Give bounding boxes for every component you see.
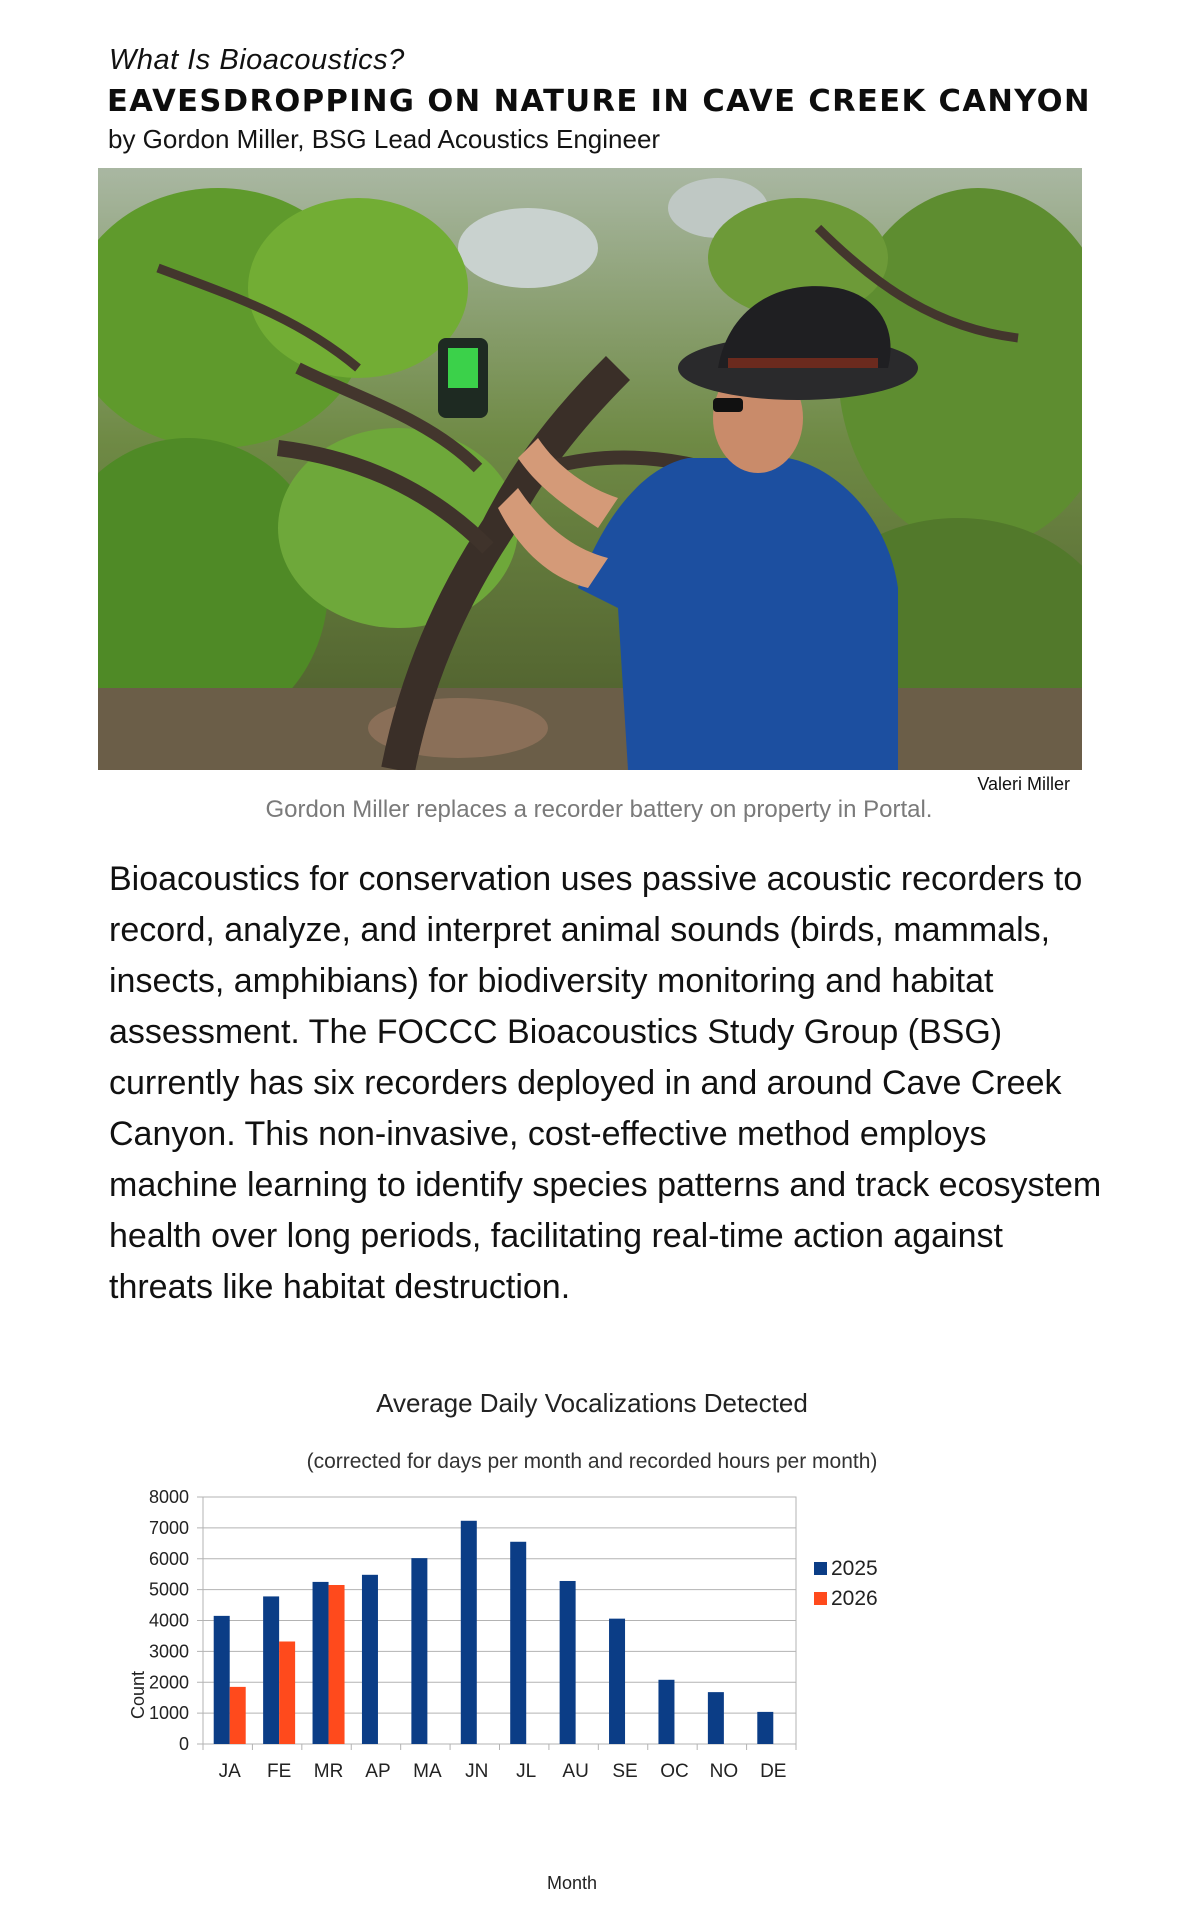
chart-y-tick-label: 7000 (148, 1517, 189, 1538)
chart-x-tick-label: AP (365, 1761, 391, 1782)
chart-bar-2025-jn (461, 1521, 477, 1744)
chart-bar-2025-jl (510, 1542, 526, 1744)
chart-bar-2025-au (560, 1581, 576, 1744)
chart-bar-2025-no (708, 1692, 724, 1744)
chart-x-tick-label: OC (660, 1761, 689, 1782)
chart-y-tick-label: 6000 (148, 1548, 189, 1569)
chart-bar-2026-ja (230, 1687, 246, 1744)
chart-y-tick-label: 1000 (148, 1703, 189, 1724)
chart-y-tick-label: 3000 (148, 1641, 189, 1662)
chart-y-tick-label: 8000 (148, 1487, 189, 1507)
body-paragraph: Bioacoustics for conservation uses passive acoustic recorders to record, analyze, and interpret animal sounds (birds, mammals, insects, amphibians) for biodiversity monitoring and habitat assessment. The FOCCC Bioacoustics Study Group (BSG) currently has six recorders deployed in and around Cave Creek Canyon. This non-invasive, cost-effective method employs machine learning to identify species patterns and track ecosystem health over long periods, facilitating real-time action against threats like habitat destruction. (109, 860, 1102, 1306)
chart-legend (814, 1557, 878, 1610)
chart-x-tick-label: MA (413, 1761, 442, 1782)
vocalizations-chart (98, 1384, 1098, 1904)
article-kicker: What Is Bioacoustics? (109, 44, 405, 76)
chart-x-ticks (203, 1744, 796, 1782)
legend-label-2026: 2026 (831, 1587, 878, 1610)
chart-x-tick-label: DE (760, 1761, 787, 1782)
chart-x-axis-label: Month (546, 1873, 598, 1893)
chart-canvas (98, 1384, 1098, 1904)
chart-bar-2026-mr (329, 1585, 345, 1744)
chart-bar-2025-de (757, 1712, 773, 1744)
chart-x-tick-label: NO (709, 1761, 739, 1782)
chart-bar-2025-ap (362, 1575, 378, 1744)
photo-caption: Gordon Miller replaces a recorder battery on property in Portal. (265, 796, 933, 823)
chart-bar-2025-oc (658, 1680, 674, 1744)
chart-bar-2025-mr (313, 1582, 329, 1744)
chart-bar-2025-ma (411, 1558, 427, 1744)
chart-x-tick-label: JN (465, 1761, 489, 1782)
chart-subtitle: (corrected for days per month and recorded hours per month) (306, 1450, 878, 1473)
chart-y-tick-label: 2000 (148, 1672, 189, 1693)
chart-y-tick-label: 4000 (148, 1610, 189, 1631)
legend-swatch-2026 (814, 1592, 827, 1605)
chart-x-tick-label: MR (313, 1761, 344, 1782)
chart-x-tick-label: JL (516, 1761, 537, 1782)
legend-swatch-2025 (814, 1562, 827, 1575)
article-body (109, 854, 1109, 1313)
chart-bar-2025-fe (263, 1596, 279, 1744)
chart-bar-2025-ja (214, 1616, 230, 1744)
chart-bar-2025-se (609, 1619, 625, 1744)
article-photo (98, 168, 1082, 770)
photo-credit: Valeri Miller (977, 774, 1070, 794)
chart-x-tick-label: FE (266, 1761, 292, 1782)
legend-label-2025: 2025 (831, 1557, 878, 1580)
chart-x-tick-label: JA (218, 1761, 241, 1782)
photo-illustration (98, 168, 1082, 770)
chart-y-axis-label: Count (128, 1670, 148, 1720)
chart-bar-2026-fe (279, 1641, 295, 1744)
chart-y-tick-label: 0 (178, 1734, 189, 1754)
chart-x-tick-label: SE (612, 1761, 638, 1782)
chart-y-tick-label: 5000 (148, 1579, 189, 1600)
article-byline: by Gordon Miller, BSG Lead Acoustics Engineer (108, 124, 661, 154)
chart-title: Average Daily Vocalizations Detected (376, 1388, 808, 1418)
chart-x-tick-label: AU (562, 1761, 589, 1782)
article-headline: EAVESDROPPING ON NATURE IN CAVE CREEK CANYON (107, 84, 1091, 119)
